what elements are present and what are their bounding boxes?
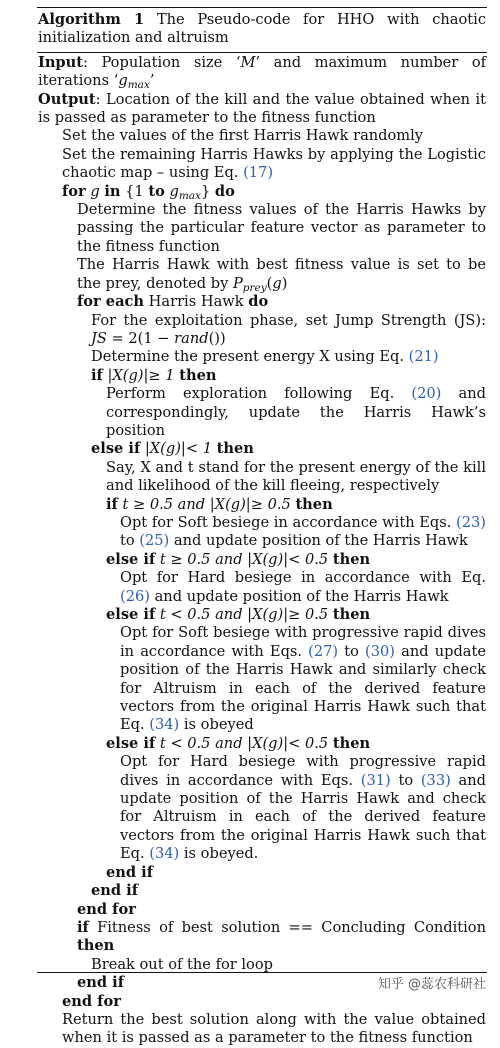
end-if-outer: end if: [91, 882, 139, 900]
if-explore-body: [91, 385, 486, 440]
elseif-exploit: else if |X(g)|< 1 then: [91, 440, 254, 458]
eq-ref[interactable]: (31): [360, 771, 391, 789]
eq-ref[interactable]: (20): [411, 385, 442, 403]
step-init-first: Set the values of the first Harris Hawk randomly: [62, 127, 424, 145]
eq-ref[interactable]: (27): [308, 642, 339, 660]
foreach-header: for each Harris Hawk do: [77, 293, 269, 311]
foreach-body: [77, 312, 486, 901]
eq-ref[interactable]: (34): [149, 845, 180, 863]
step-soft-dives: Opt for Soft besiege with progressive rapid dives in accordance with Eqs. (27) to (30) and update position of the Harris Hawk and similarly check for Altruism in each of the derived feature vectors from the original Harris Hawk such that Eq. (34) is obeyed: [120, 624, 486, 734]
step-break: Break out of the for loop: [91, 955, 273, 973]
elseif-hard-besiege: else if t ≥ 0.5 and |X(g)|< 0.5 then: [106, 550, 371, 568]
end-for-main: end for: [62, 992, 121, 1010]
input-line: Input: Population size ‘M’ and maximum number of iterations ‘$g_{max}$’: [38, 53, 487, 92]
eq-ref[interactable]: (17): [243, 164, 274, 182]
eq-ref[interactable]: (30): [365, 642, 396, 660]
step-energy: Determine the present energy X using Eq. (21): [91, 348, 439, 366]
top-rule: [37, 7, 487, 8]
output-line: Output: Location of the kill and the value obtained when it is passed as parameter to the fitness function: [38, 90, 486, 127]
step-exploration: Perform exploration following Eq. (20) and correspondingly, update the Harris Hawk’s position: [106, 385, 486, 439]
algorithm-block: [38, 11, 486, 1048]
eq-ref[interactable]: (26): [120, 587, 150, 605]
end-if-inner: end if: [106, 863, 154, 881]
step-init-remaining: Set the remaining Harris Hawks by applying the Logistic chaotic map – using Eq. (17): [62, 145, 486, 182]
eq-ref[interactable]: (33): [420, 771, 451, 789]
step-hard-besiege: Opt for Hard besiege in accordance with Eq. (26) and update position of the Harris Hawk: [120, 569, 486, 605]
elseif-soft-dives: else if t < 0.5 and |X(g)|≥ 0.5 then: [106, 606, 371, 623]
algorithm-body: [38, 127, 486, 1047]
end-foreach: end for: [77, 900, 136, 918]
for-loop-body: [62, 201, 486, 992]
algorithm-label: Algorithm 1: [38, 11, 145, 28]
if-explore: if |X(g)|≥ 1 then: [91, 366, 217, 384]
algorithm-title: The Pseudo-code for HHO with chaotic initialization and altruism: [38, 11, 486, 47]
step-fitness: Determine the fitness values of the Harris Hawks by passing the particular feature vector as parameter to the fitness function: [77, 201, 486, 255]
eq-ref[interactable]: (25): [139, 532, 170, 550]
step-hard-dives: Opt for Hard besiege with progressive rapid dives in accordance with Eqs. (31) to (33) and update position of the Harris Hawk and check for Altruism in each of the derived feature vectors from the original Harris Hawk such that Eq. (34) is obeyed.: [120, 753, 486, 863]
step-soft-besiege: Opt for Soft besiege in accordance with Eqs. (23) to (25) and update position of the Harris Hawk: [120, 513, 486, 550]
eq-ref[interactable]: (23): [456, 513, 486, 531]
step-define-xt: Say, X and t stand for the present energy of the kill and likelihood of the kill fleeing, respectively: [106, 458, 486, 495]
step-return: Return the best solution along with the value obtained when it is passed as a parameter to the fitness function: [62, 1010, 486, 1047]
algorithm-caption: [38, 11, 486, 48]
if-concluding: if Fitness of best solution == Concluding Condition then: [77, 918, 486, 955]
eq-ref[interactable]: (21): [408, 348, 439, 366]
step-jump-strength: For the exploitation phase, set Jump Strength (JS): JS = 2(1 − rand()): [91, 311, 486, 347]
exploit-body: [91, 459, 486, 882]
step-prey: The Harris Hawk with best fitness value is set to be the prey, denoted by $P_{prey}(g)$: [77, 256, 486, 294]
watermark-text: 知乎 @蕊农科研社: [377, 977, 486, 992]
for-loop-header: for g in {1 to $g_{max}$} do: [62, 182, 235, 202]
if-soft-besiege: if t ≥ 0.5 and |X(g)|≥ 0.5 then: [106, 495, 333, 513]
end-if-concluding: end if: [77, 974, 125, 992]
elseif-hard-dives: else if t < 0.5 and |X(g)|< 0.5 then: [106, 734, 371, 752]
eq-ref[interactable]: (34): [149, 716, 180, 734]
